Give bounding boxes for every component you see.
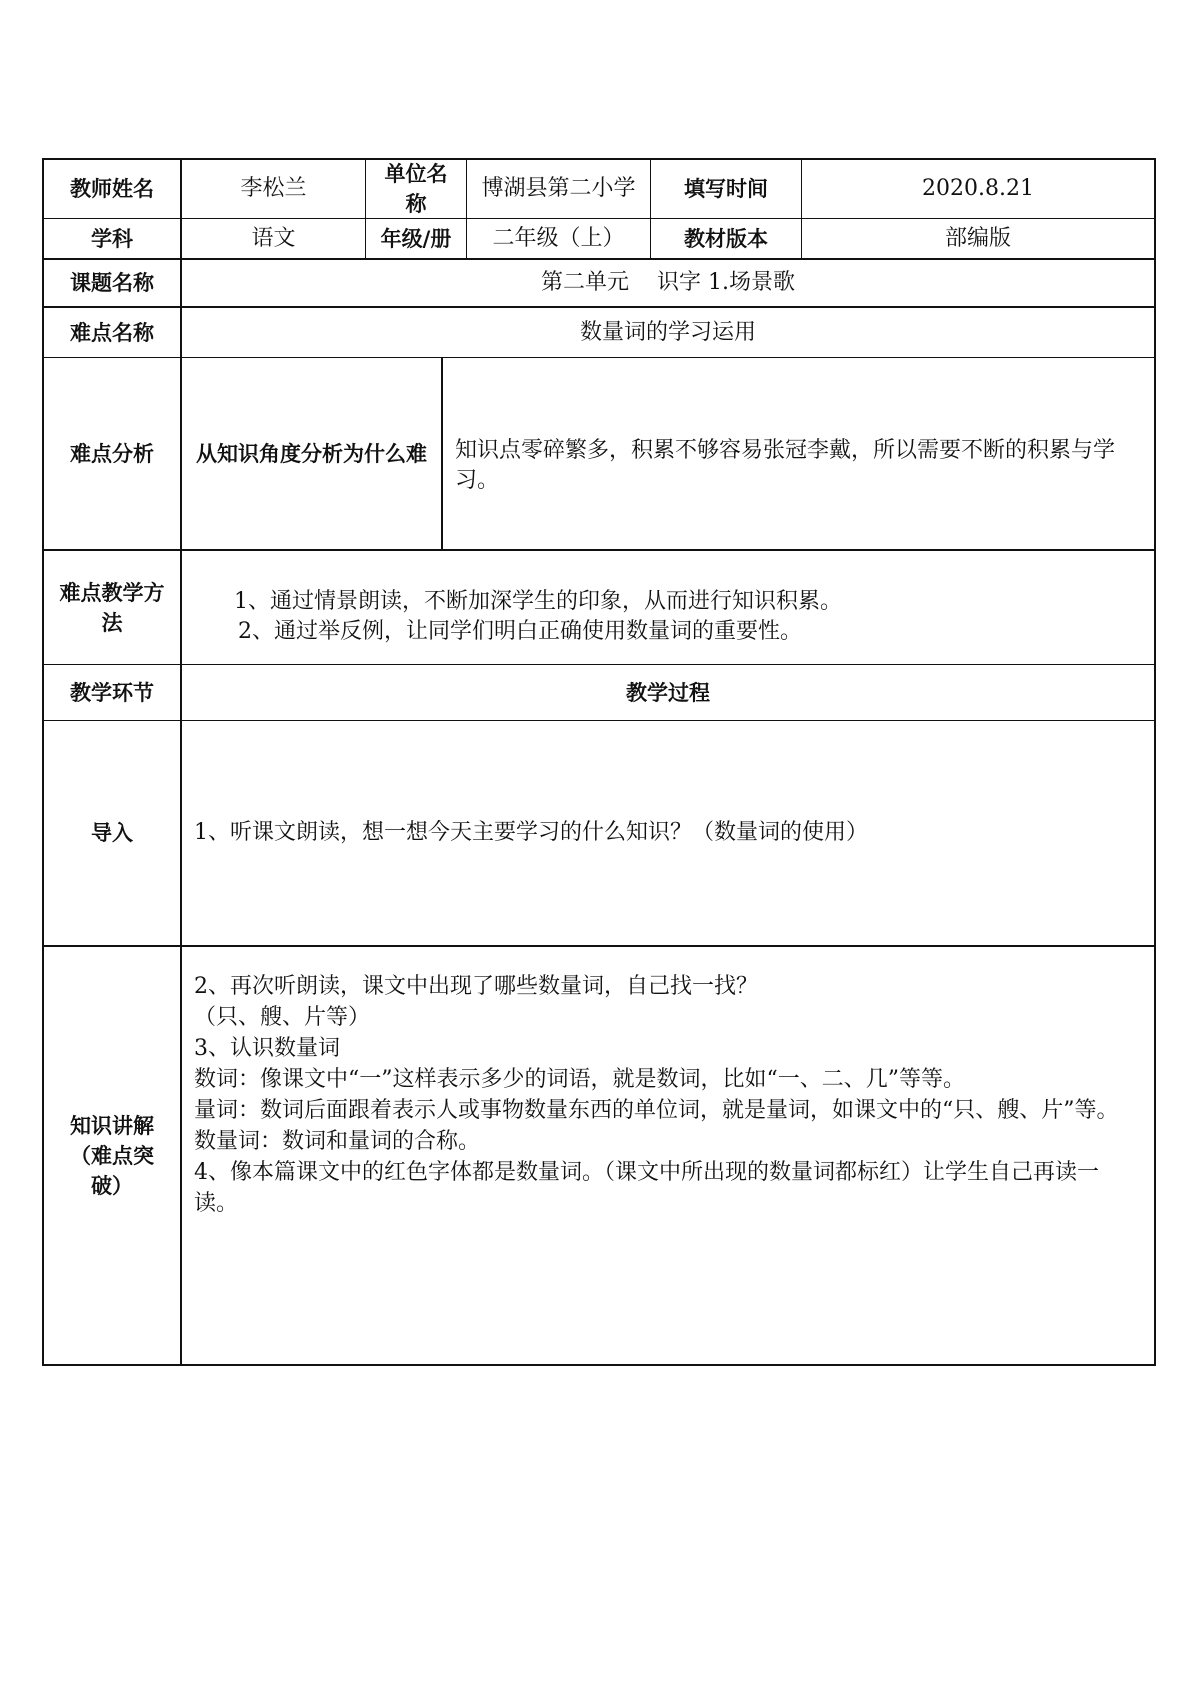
analysis-perspective-label: 从知识角度分析为什么难	[196, 441, 427, 466]
teaching-process-label: 教学过程	[626, 680, 710, 705]
subject-value: 语文	[251, 225, 296, 251]
difficulty-name-value: 数量词的学习运用	[579, 319, 756, 345]
teaching-method-label: 难点教学方法	[59, 580, 165, 635]
difficulty-analysis-text: 知识点零碎繁多，积累不够容易张冠李戴，所以需要不断的积累与学习。	[455, 438, 1116, 493]
lesson-title-value: 第二单元 识字 1.场景歌	[541, 270, 795, 295]
difficulty-analysis-label: 难点分析	[70, 441, 154, 466]
knowledge-line-1: 2、再次听朗读，课文中出现了哪些数量词，自己找一找？	[194, 974, 758, 999]
teacher-name-value: 李松兰	[240, 176, 307, 201]
unit-name-value: 博湖县第二小学	[481, 176, 636, 201]
lesson-title-label: 课题名称	[70, 271, 154, 295]
grade-value: 二年级（上）	[492, 225, 625, 251]
teaching-stage-label: 教学环节	[70, 680, 154, 705]
knowledge-line-4: 数词：像课文中“一”这样表示多少的词语，就是数词，比如“一、二、几”等等。	[194, 1067, 965, 1092]
teaching-method-line-2: 2、通过举反例，让同学们明白正确使用数量词的重要性。	[238, 618, 802, 644]
knowledge-explanation-content	[182, 947, 1154, 1364]
teaching-method-line-1: 1、通过情景朗读，不断加深学生的印象，从而进行知识积累。	[234, 588, 842, 614]
knowledge-line-6: 数量词：数词和量词的合称。	[194, 1129, 481, 1154]
teacher-name-label: 教师姓名	[70, 177, 154, 201]
edition-label: 教材版本	[684, 226, 768, 251]
fill-date-label: 填写时间	[684, 177, 768, 201]
knowledge-line-5: 量词：数词后面跟着表示人或事物数量东西的单位词，就是量词，如课文中的“只、艘、片”等。	[194, 1098, 1119, 1123]
unit-name-label: 单位名称	[384, 162, 448, 216]
knowledge-line-2: （只、艘、片等）	[194, 1005, 371, 1030]
lesson-plan-table	[42, 158, 1156, 1366]
edition-value: 部编版	[944, 225, 1011, 251]
knowledge-explanation-label: 知识讲解（难点突破）	[70, 1113, 154, 1198]
knowledge-line-3: 3、认识数量词	[194, 1036, 340, 1061]
teaching-method-content	[182, 551, 1154, 664]
difficulty-name-label: 难点名称	[70, 320, 154, 345]
subject-label: 学科	[91, 226, 133, 251]
grade-label: 年级/册	[380, 226, 452, 251]
intro-label: 导入	[91, 821, 133, 845]
knowledge-line-7: 4、像本篇课文中的红色字体都是数量词。（课文中所出现的数量词都标红）让学生自己再读一读。	[194, 1160, 1100, 1216]
intro-text: 1、听课文朗读，想一想今天主要学习的什么知识？（数量词的使用）	[194, 820, 868, 845]
fill-date-value: 2020.8.21	[922, 176, 1034, 201]
